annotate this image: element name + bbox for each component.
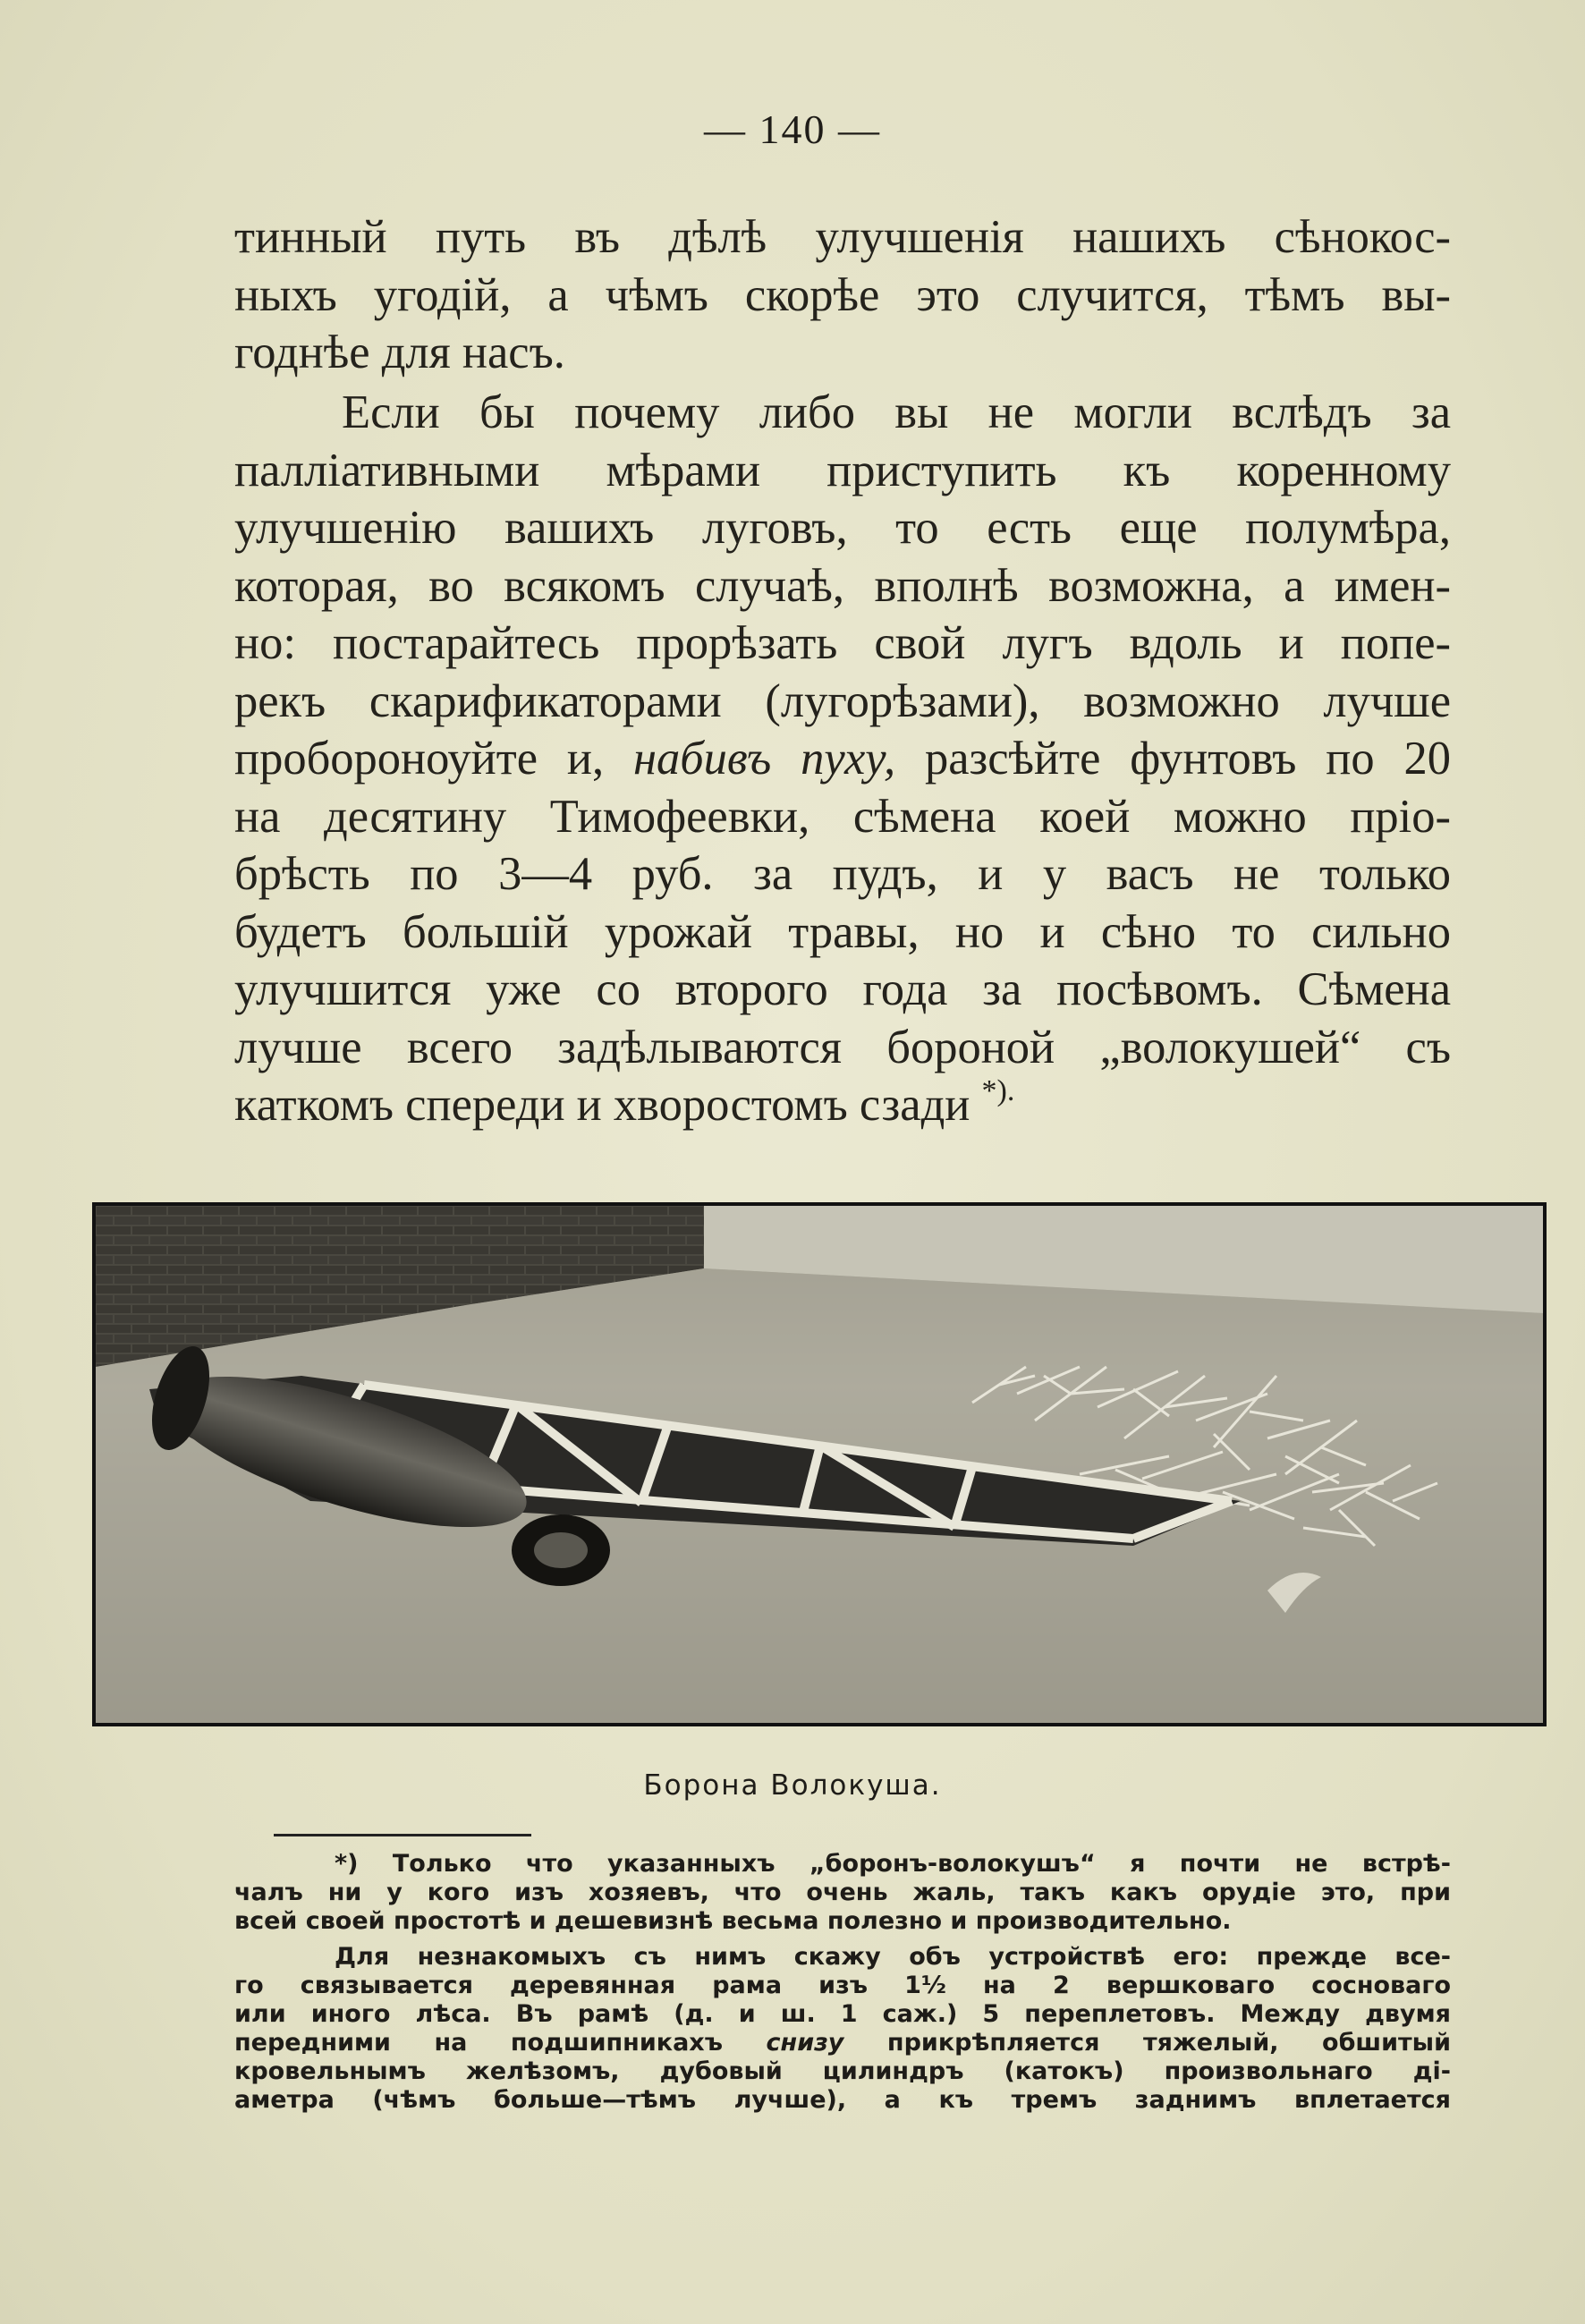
footnote-line: го связывается деревянная рама изъ 1½ на 2 вершковаго сосноваго <box>234 1972 1451 1999</box>
paragraph-1 <box>234 208 1451 382</box>
footnote-line-with-italic <box>234 2029 1451 2057</box>
page-number: — 140 — <box>704 106 881 152</box>
footnotes <box>234 1850 1451 2115</box>
figure-caption: Борона Волокуша. <box>643 1769 942 1802</box>
text-line: лучше всего задѣлываются бороной „волокушей“ съ <box>234 1021 1451 1073</box>
text-line: будетъ большій урожай травы, но и сѣно то сильно <box>234 905 1451 958</box>
footnote-marker: *). <box>981 1074 1015 1107</box>
footnote-line: аметра (чѣмъ больше—тѣмъ лучше), а къ тремъ заднимъ вплетается <box>234 2086 1451 2114</box>
footnote-line: или иного лѣса. Въ рамѣ (д. и ш. 1 саж.) 5 переплетовъ. Между двумя <box>234 2000 1451 2028</box>
figure-photo <box>92 1202 1547 1726</box>
text-line: на десятину Тимофеевки, сѣмена коей можно пріо- <box>234 790 1451 843</box>
footnote-line: кровельнымъ желѣзомъ, дубовый цилиндръ (катокъ) произвольнаго ді- <box>234 2057 1451 2085</box>
text-segment: разсѣйте фунтовъ по 20 <box>895 733 1451 785</box>
text-line: улучшится уже со второго года за посѣвомъ. Сѣмена <box>234 963 1451 1015</box>
text-segment: прикрѣпляется тяжелый, обшитый <box>843 2029 1451 2057</box>
text-line: рекъ скарификаторами (лугорѣзами), возможно лучше <box>234 674 1451 727</box>
text-segment: каткомъ спереди и хворостомъ сзади <box>234 1079 970 1131</box>
text-line-last <box>234 1076 1451 1134</box>
text-line: Если бы почему либо вы не могли вслѣдъ за <box>342 386 1451 438</box>
italic-word: снизу <box>766 2029 844 2057</box>
text-line: которая, во всякомъ случаѣ, вполнѣ возможна, а имен- <box>234 559 1451 612</box>
footnote-line: всей своей простотѣ и дешевизнѣ весьма полезно и производительно. <box>234 1907 1232 1935</box>
text-line: брѣсть по 3—4 руб. за пудъ, и у васъ не только <box>234 848 1451 900</box>
text-line: годнѣе для насъ. <box>234 327 565 378</box>
text-line: тинный путь въ дѣлѣ улучшенія нашихъ сѣнокос- <box>234 211 1451 263</box>
paragraph-2 <box>234 384 1451 1134</box>
footnote-line: Для незнакомыхъ съ нимъ скажу объ устройствѣ его: прежде все- <box>335 1943 1451 1971</box>
text-segment: пробороноуйте и, <box>234 733 633 785</box>
footnote-line: *) Только что указанныхъ „боронъ-волокушъ“ я почти не встрѣ- <box>335 1850 1451 1878</box>
italic-phrase: набивъ пуху, <box>632 733 896 785</box>
text-line: ныхъ угодій, а чѣмъ скорѣе это случится, тѣмъ вы- <box>234 268 1451 321</box>
text-segment: передними на подшипникахъ <box>234 2029 767 2057</box>
footnote-divider <box>274 1834 531 1836</box>
footnote-line: чалъ ни у кого изъ хозяевъ, что очень жаль, такъ какъ орудіе это, при <box>234 1879 1451 1906</box>
text-line: палліативными мѣрами приступить къ коренному <box>234 444 1451 496</box>
text-line: но: постарайтесь прорѣзать свой лугъ вдоль и попе- <box>234 617 1451 669</box>
text-line: улучшенію вашихъ луговъ, то есть еще полумѣра, <box>234 502 1451 554</box>
text-line-with-italic <box>234 730 1451 788</box>
